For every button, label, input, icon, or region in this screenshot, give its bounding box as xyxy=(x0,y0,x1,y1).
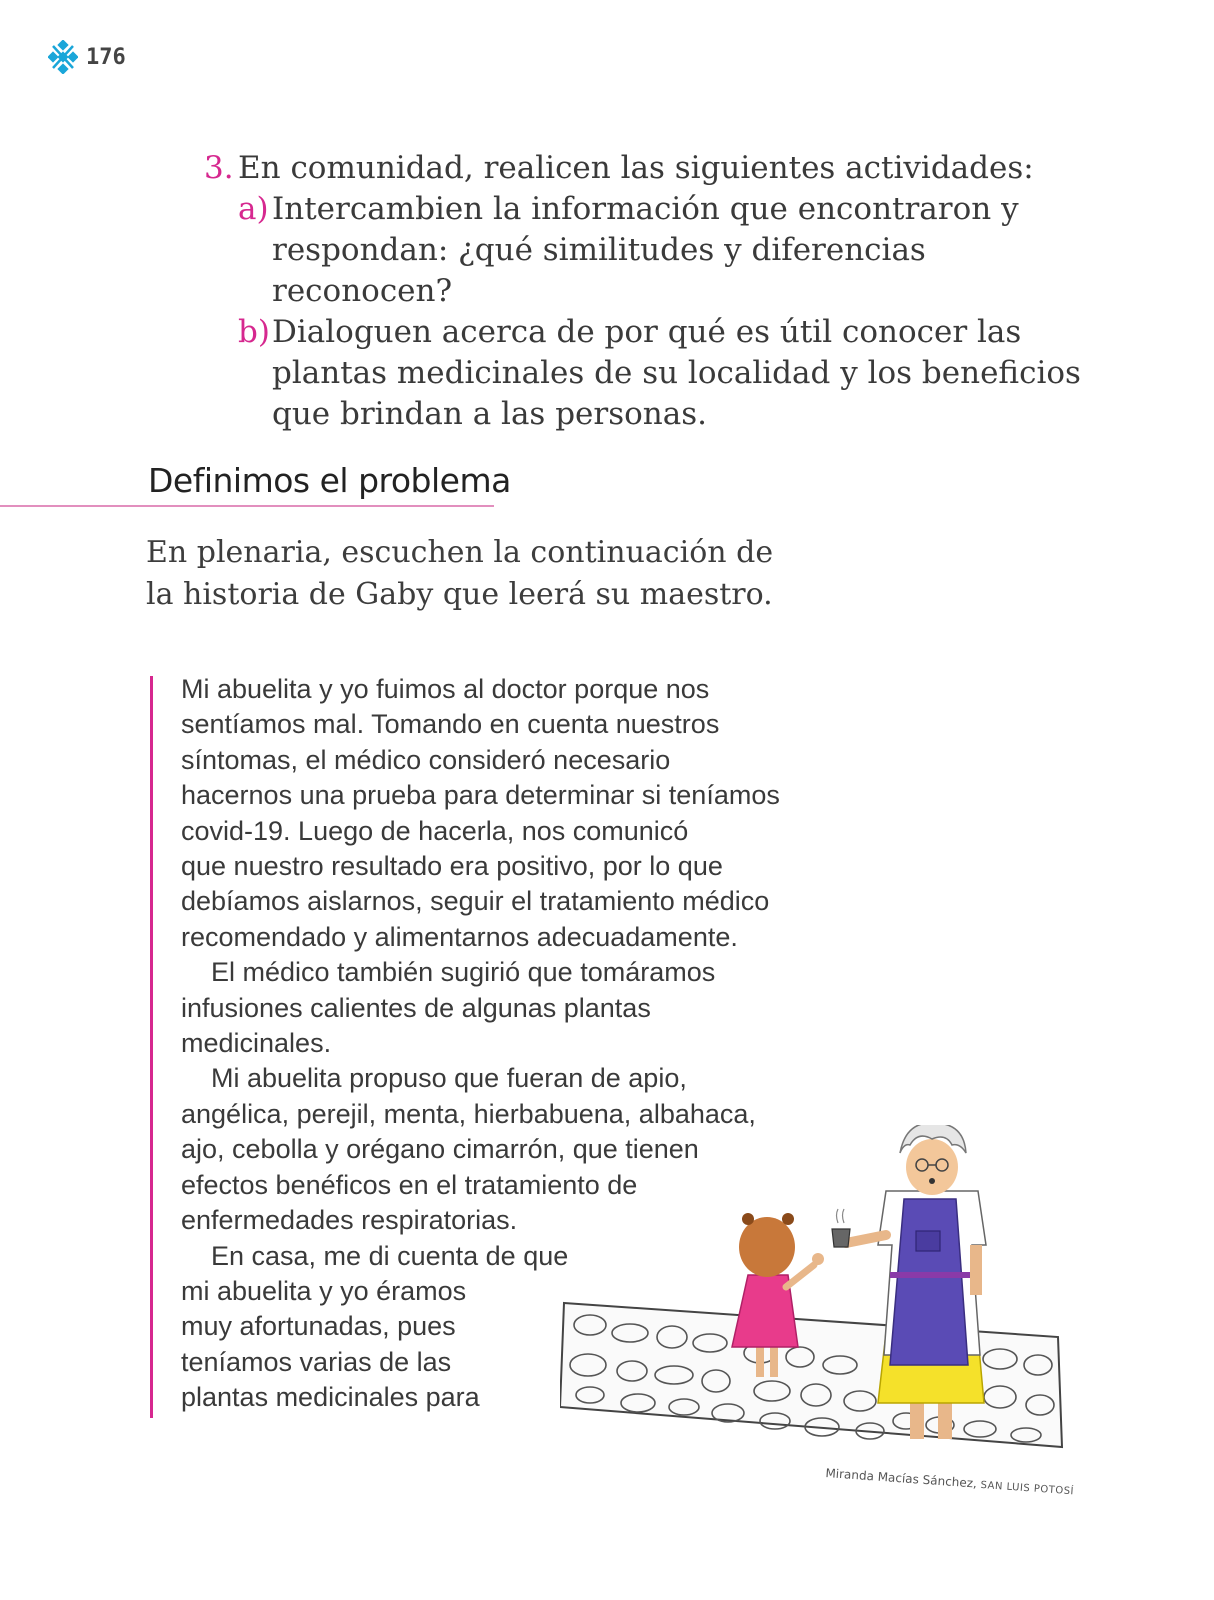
subitem-marker: a) xyxy=(238,191,269,227)
subitem-line: que brindan a las personas. xyxy=(272,396,707,432)
story-line: muy afortunadas, pues xyxy=(181,1311,456,1342)
credit-place: SAN LUIS POTOSÍ xyxy=(980,1479,1075,1498)
story-paragraph xyxy=(181,672,881,955)
story-line: recomendado y alimentarnos adecuadamente. xyxy=(181,921,738,952)
story-line: enfermedades respiratorias. xyxy=(181,1205,518,1236)
story-line: efectos benéficos en el tratamiento de xyxy=(181,1169,638,1200)
section-underline xyxy=(0,505,494,507)
grandmother-and-girl-illustration xyxy=(560,1125,1100,1495)
decorative-emblem-icon xyxy=(48,40,78,74)
subitem-line: Intercambien la información que encontraron y xyxy=(272,191,1019,227)
credit-name: Miranda Macías Sánchez, xyxy=(825,1466,978,1491)
story-line: teníamos varias de las xyxy=(181,1346,452,1377)
activity-subitem-a xyxy=(238,189,1104,312)
activity-subitem-b xyxy=(238,312,1104,435)
stone-path xyxy=(560,1303,1062,1447)
section-intro xyxy=(146,532,826,616)
subitem-line: Dialoguen acerca de por qué es útil conocer las xyxy=(272,314,1022,350)
subitem-line: plantas medicinales de su localidad y los beneficios xyxy=(272,355,1081,391)
story-line: Mi abuelita y yo fuimos al doctor porque nos xyxy=(181,674,710,704)
story-line: En casa, me di cuenta de que xyxy=(211,1240,569,1271)
activity-item xyxy=(204,148,1104,189)
story-line: ajo, cebolla y orégano cimarrón, que tienen xyxy=(181,1134,699,1165)
story-line: medicinales. xyxy=(181,1028,332,1059)
story-line: plantas medicinales para xyxy=(181,1382,480,1413)
story-line: hacernos una prueba para determinar si teníamos xyxy=(181,780,780,811)
story-line: angélica, perejil, menta, hierbabuena, albahaca, xyxy=(181,1098,756,1129)
page-number xyxy=(48,40,126,74)
story-line: debíamos aislarnos, seguir el tratamiento médico xyxy=(181,886,770,917)
story-accent-bar xyxy=(150,676,153,1418)
activity-number: 3. xyxy=(204,150,234,186)
story-line: mi abuelita y yo éramos xyxy=(181,1275,467,1306)
section-title: Definimos el problema xyxy=(148,461,511,500)
story-line: que nuestro resultado era positivo, por lo que xyxy=(181,851,723,882)
subitem-marker: b) xyxy=(238,314,270,350)
story-line: infusiones calientes de algunas plantas xyxy=(181,992,651,1023)
story-line: sentíamos mal. Tomando en cuenta nuestros xyxy=(181,709,720,740)
activity-list xyxy=(204,148,1104,435)
story-line: síntomas, el médico consideró necesario xyxy=(181,744,671,775)
intro-line: la historia de Gaby que leerá su maestro. xyxy=(146,577,773,612)
story-line: El médico también sugirió que tomáramos xyxy=(211,957,716,988)
page-number-text: 176 xyxy=(86,44,126,70)
story-line: Mi abuelita propuso que fueran de apio, xyxy=(211,1063,687,1094)
activity-text: En comunidad, realicen las siguientes actividades: xyxy=(238,150,1034,186)
intro-line: En plenaria, escuchen la continuación de xyxy=(146,535,774,570)
story-paragraph xyxy=(181,955,881,1061)
story-line: covid-19. Luego de hacerla, nos comunicó xyxy=(181,815,689,846)
subitem-line: respondan: ¿qué similitudes y diferencias reconocen? xyxy=(272,232,926,309)
